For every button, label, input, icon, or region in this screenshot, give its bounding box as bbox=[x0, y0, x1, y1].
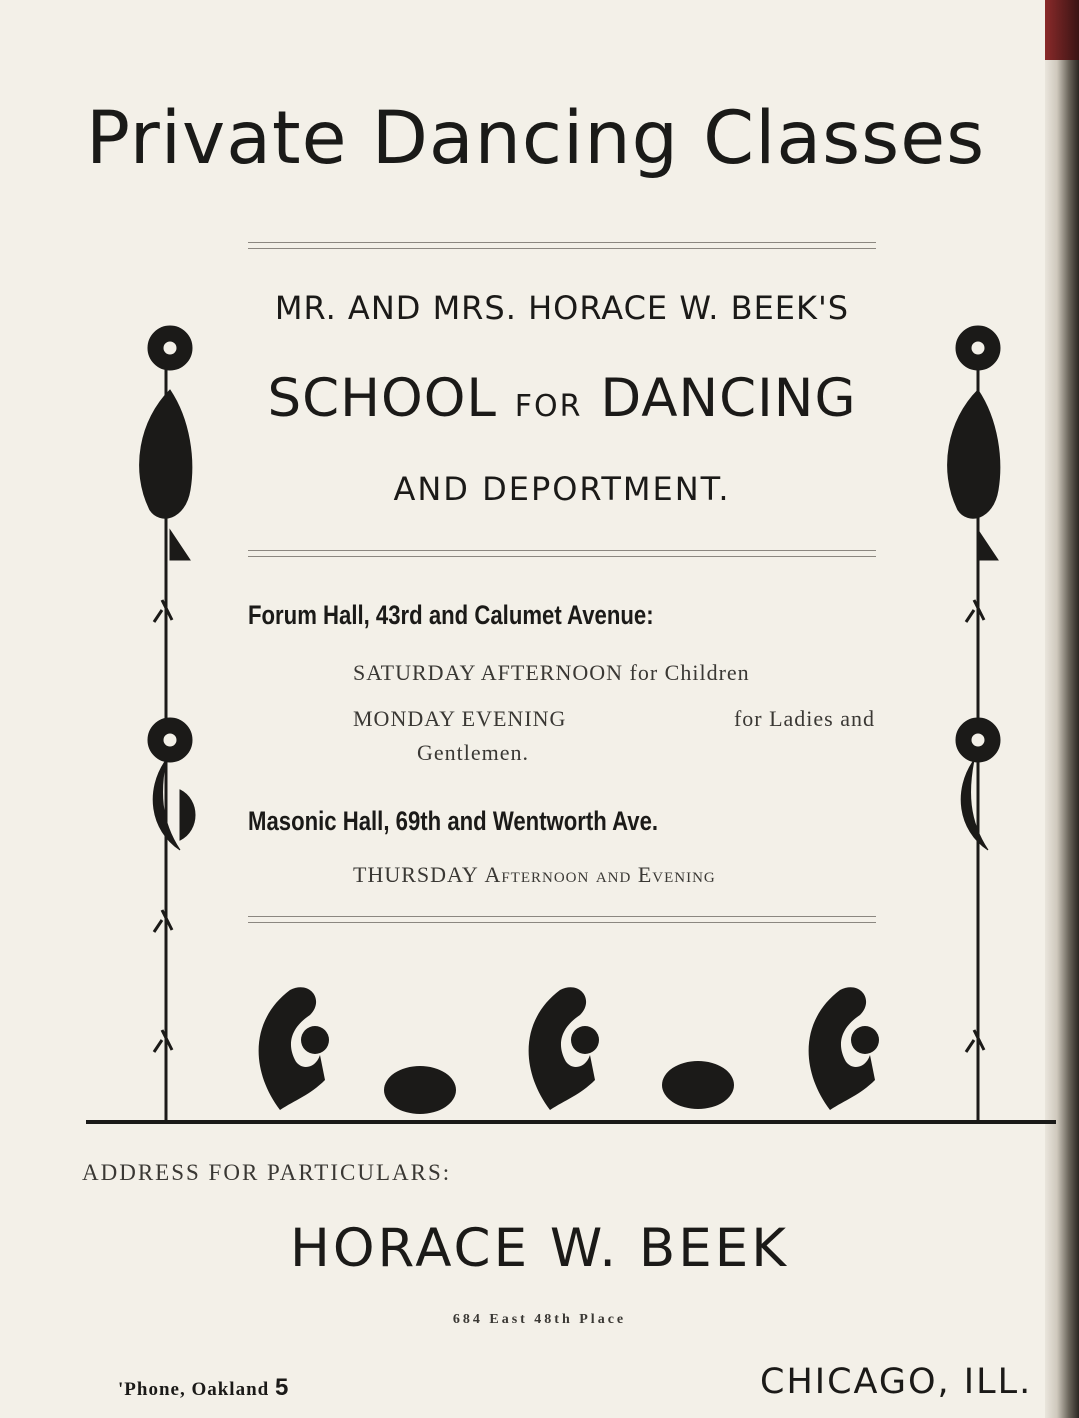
schedule-when: SATURDAY AFTERNOON bbox=[353, 660, 624, 685]
phone-label: 'Phone, Oakland bbox=[118, 1379, 270, 1400]
floral-border-right-icon bbox=[938, 310, 1028, 1120]
city: CHICAGO, ILL. bbox=[760, 1362, 1033, 1402]
schedule-monday-cont: Gentlemen. bbox=[417, 740, 530, 765]
schedule-who: for Ladies and bbox=[733, 706, 875, 731]
ground-line bbox=[86, 1120, 1056, 1124]
schedule-who: for Children bbox=[629, 660, 750, 685]
divider-rule bbox=[248, 242, 876, 249]
dancing-word: DANCING bbox=[600, 368, 857, 429]
schedule-thursday bbox=[353, 862, 716, 888]
page-title: Private Dancing Classes bbox=[86, 96, 986, 181]
venue-forum-hall: Forum Hall, 43rd and Calumet Avenue: bbox=[248, 600, 654, 630]
for-word: FOR bbox=[514, 389, 583, 424]
book-spine-edge bbox=[1045, 0, 1079, 1418]
phone-number: 5 bbox=[274, 1374, 290, 1401]
book-spine-top bbox=[1045, 0, 1079, 60]
bottom-floral-row-icon bbox=[240, 960, 900, 1120]
address-label: ADDRESS FOR PARTICULARS: bbox=[82, 1160, 452, 1185]
street-address: 684 East 48th Place bbox=[452, 1312, 627, 1327]
divider-rule bbox=[248, 916, 876, 923]
venue-masonic-hall: Masonic Hall, 69th and Wentworth Ave. bbox=[248, 806, 659, 836]
school-owners: MR. AND MRS. HORACE W. BEEK'S bbox=[274, 289, 850, 327]
floral-border-left-icon bbox=[130, 310, 220, 1120]
schedule-when: THURSDAY bbox=[353, 862, 478, 887]
proprietor-name: HORACE W. BEEK bbox=[289, 1218, 790, 1279]
divider-rule bbox=[248, 550, 876, 557]
school-subtitle: AND DEPORTMENT. bbox=[393, 470, 731, 508]
schedule-saturday bbox=[353, 660, 750, 686]
school-name bbox=[248, 368, 876, 429]
schedule-when: MONDAY EVENING bbox=[353, 706, 567, 731]
schedule-monday bbox=[353, 706, 875, 732]
school-word: SCHOOL bbox=[267, 368, 497, 429]
phone-line bbox=[118, 1374, 289, 1402]
schedule-who: Afternoon and Evening bbox=[484, 862, 716, 887]
